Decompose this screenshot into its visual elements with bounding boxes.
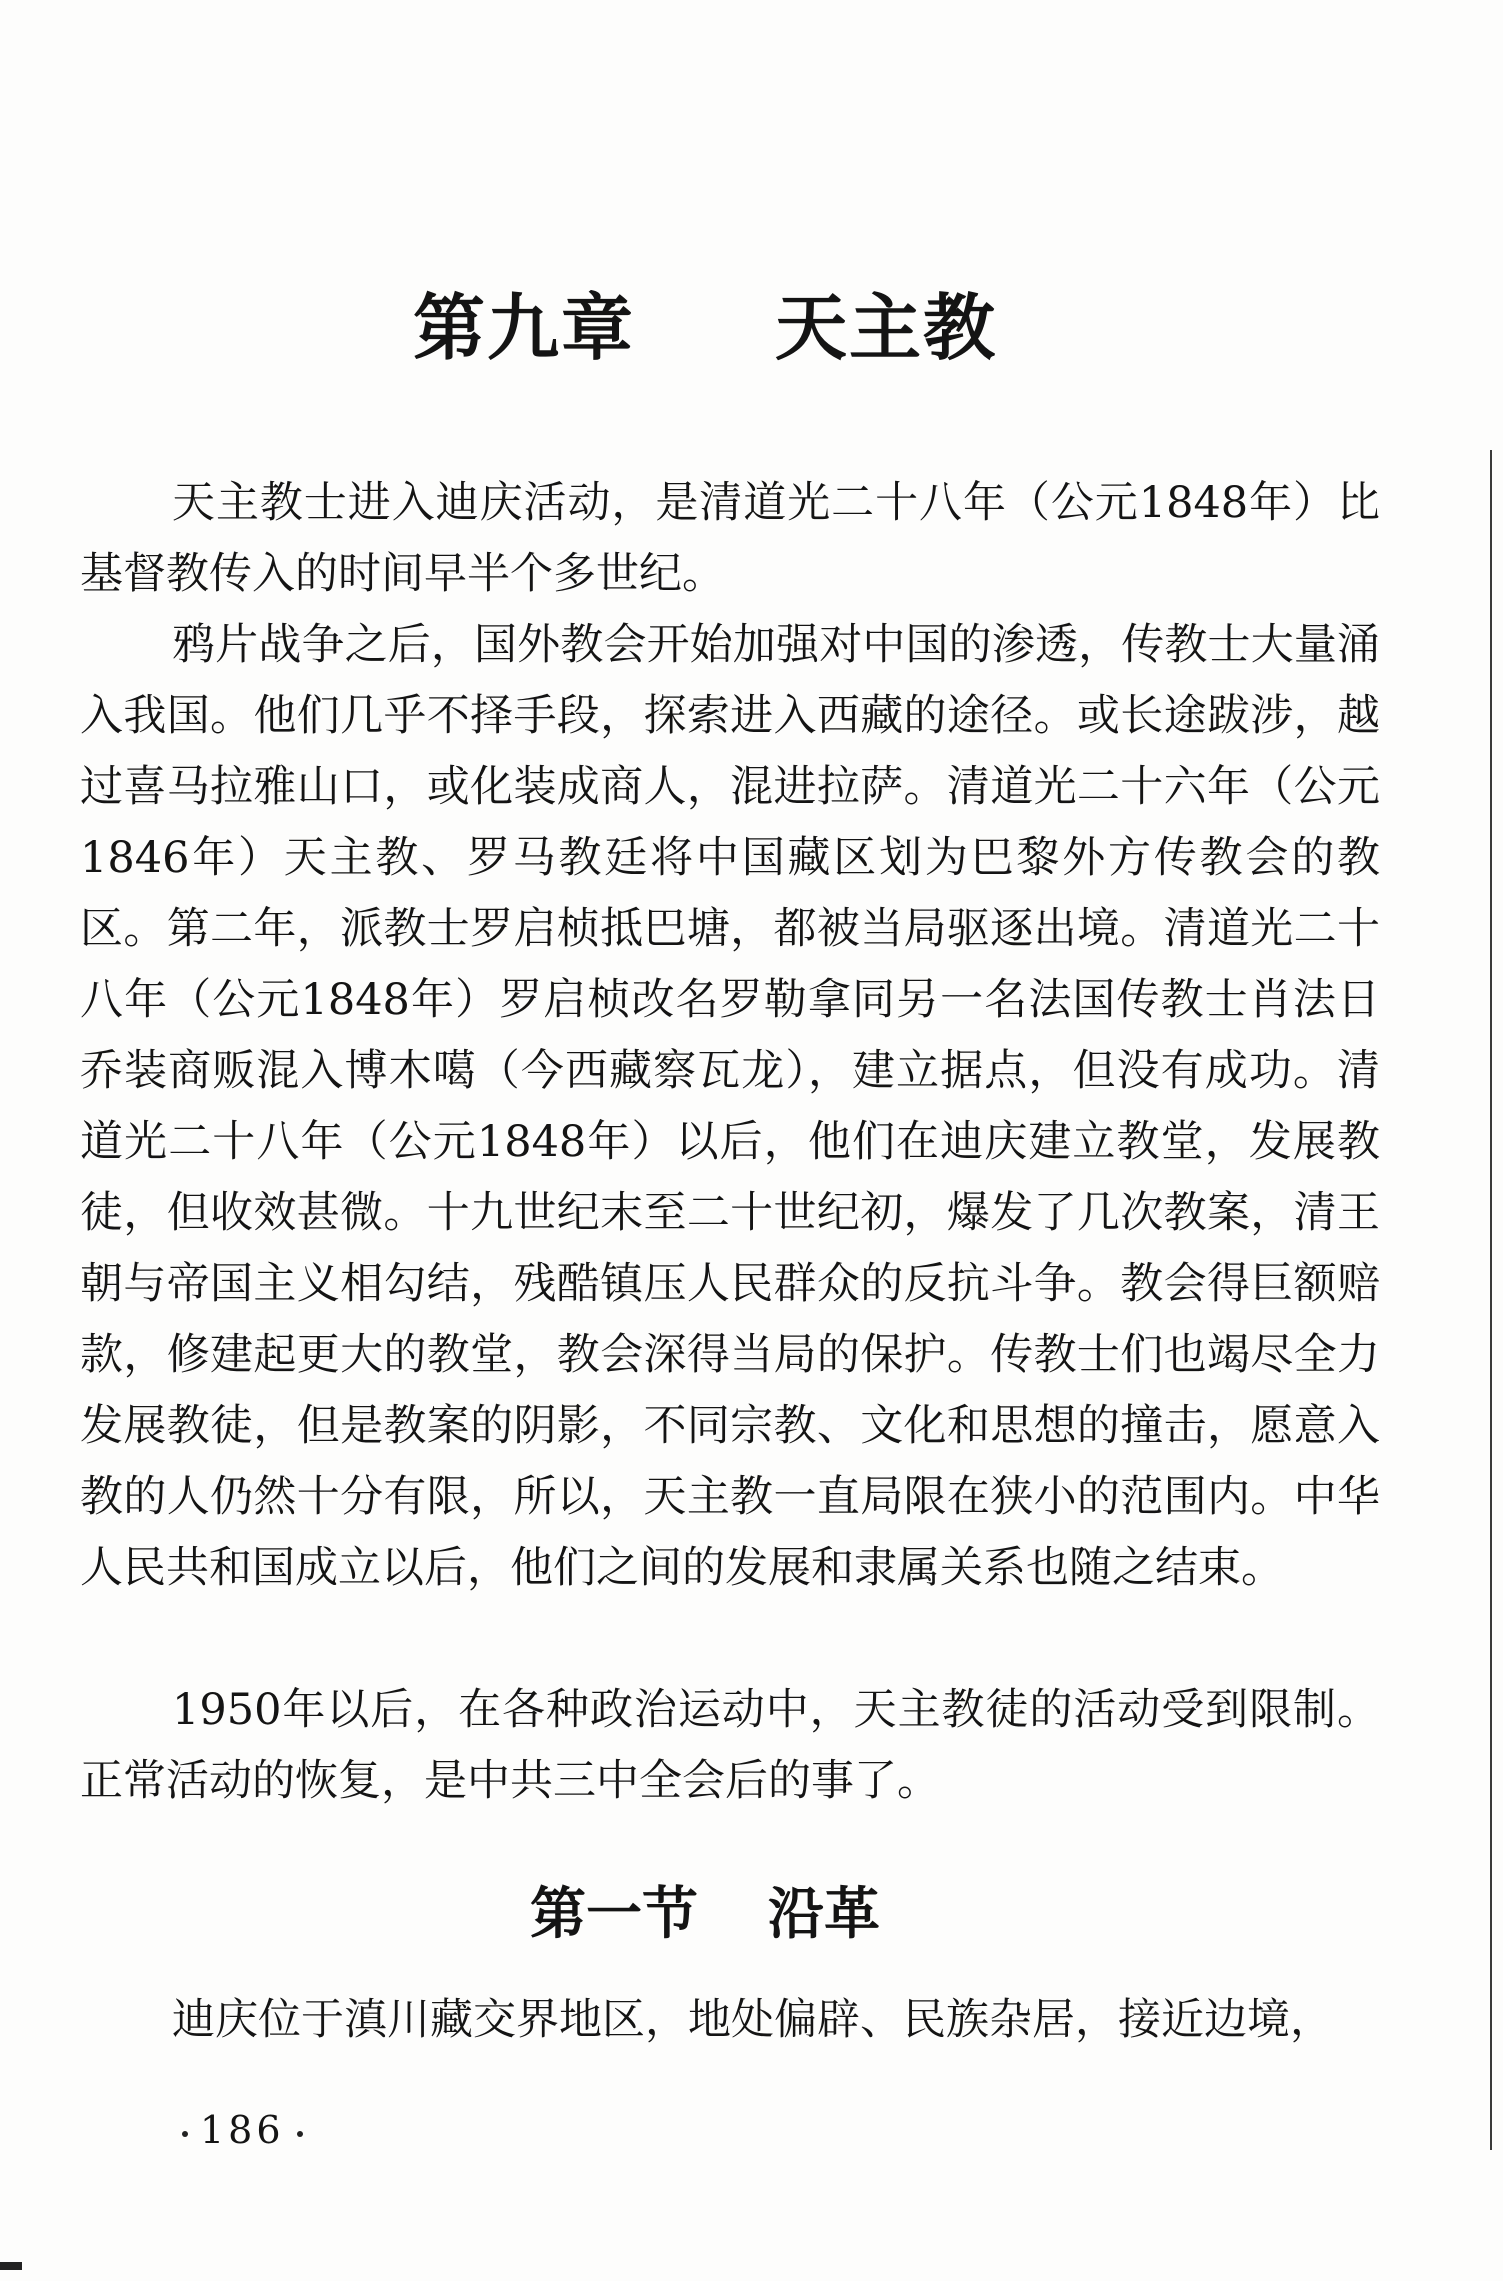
page-edge-line (1490, 450, 1492, 2150)
scan-corner-mark (0, 2262, 22, 2270)
page-number (170, 2108, 315, 2152)
dot-right (297, 2131, 303, 2137)
chapter-title (0, 270, 1410, 374)
paragraph-history: 鸦片战争之后，国外教会开始加强对中国的渗透，传教士大量涌入我国。他们几乎不择手段，探索进入西藏的途径。或长途跋涉，越过喜马拉雅山口，或化装成商人，混进拉萨。清道光二十六年（公元1846年）天主教、罗马教廷将中国藏区划为巴黎外方传教会的教区。第二年，派教士罗启桢抵巴塘，都被当局驱逐出境。清道光二十八年（公元1848年）罗启桢改名罗勒拿同另一名法国传教士肖法日乔装商贩混入博木噶（今西藏察瓦龙），建立据点，但没有成功。清道光二十八年（公元1848年）以后，他们在迪庆建立教堂，发展教徒，但收效甚微。十九世纪末至二十世纪初，爆发了几次教案，清王朝与帝国主义相勾结，残酷镇压人民群众的反抗斗争。教会得巨额赔款，修建起更大的教堂，教会深得当局的保护。传教士们也竭尽全力发展教徒，但是教案的阴影，不同宗教、文化和思想的撞击，愿意入教的人仍然十分有限，所以，天主教一直局限在狭小的范围内。中华人民共和国成立以后，他们之间的发展和隶属关系也随之结束。 (80, 620, 1380, 1593)
chapter-number: 第九章 (412, 285, 635, 370)
chapter-name: 天主教 (775, 285, 998, 370)
paragraph-after-1950: 1950年以后，在各种政治运动中，天主教徒的活动受到限制。正常活动的恢复，是中共三中全会后的事了。 (80, 1685, 1380, 1806)
section-title (0, 1870, 1410, 1950)
page-number-value: 186 (200, 2108, 285, 2152)
paragraph-section-intro: 迪庆位于滇川藏交界地区，地处偏辟、民族杂居，接近边境， (172, 1995, 1333, 2045)
section-name: 沿革 (768, 1881, 880, 1947)
dot-left (182, 2131, 188, 2137)
paragraph-intro: 天主教士进入迪庆活动，是清道光二十八年（公元1848年）比基督教传入的时间早半个多世纪。 (80, 478, 1380, 599)
section-number: 第一节 (530, 1881, 698, 1947)
